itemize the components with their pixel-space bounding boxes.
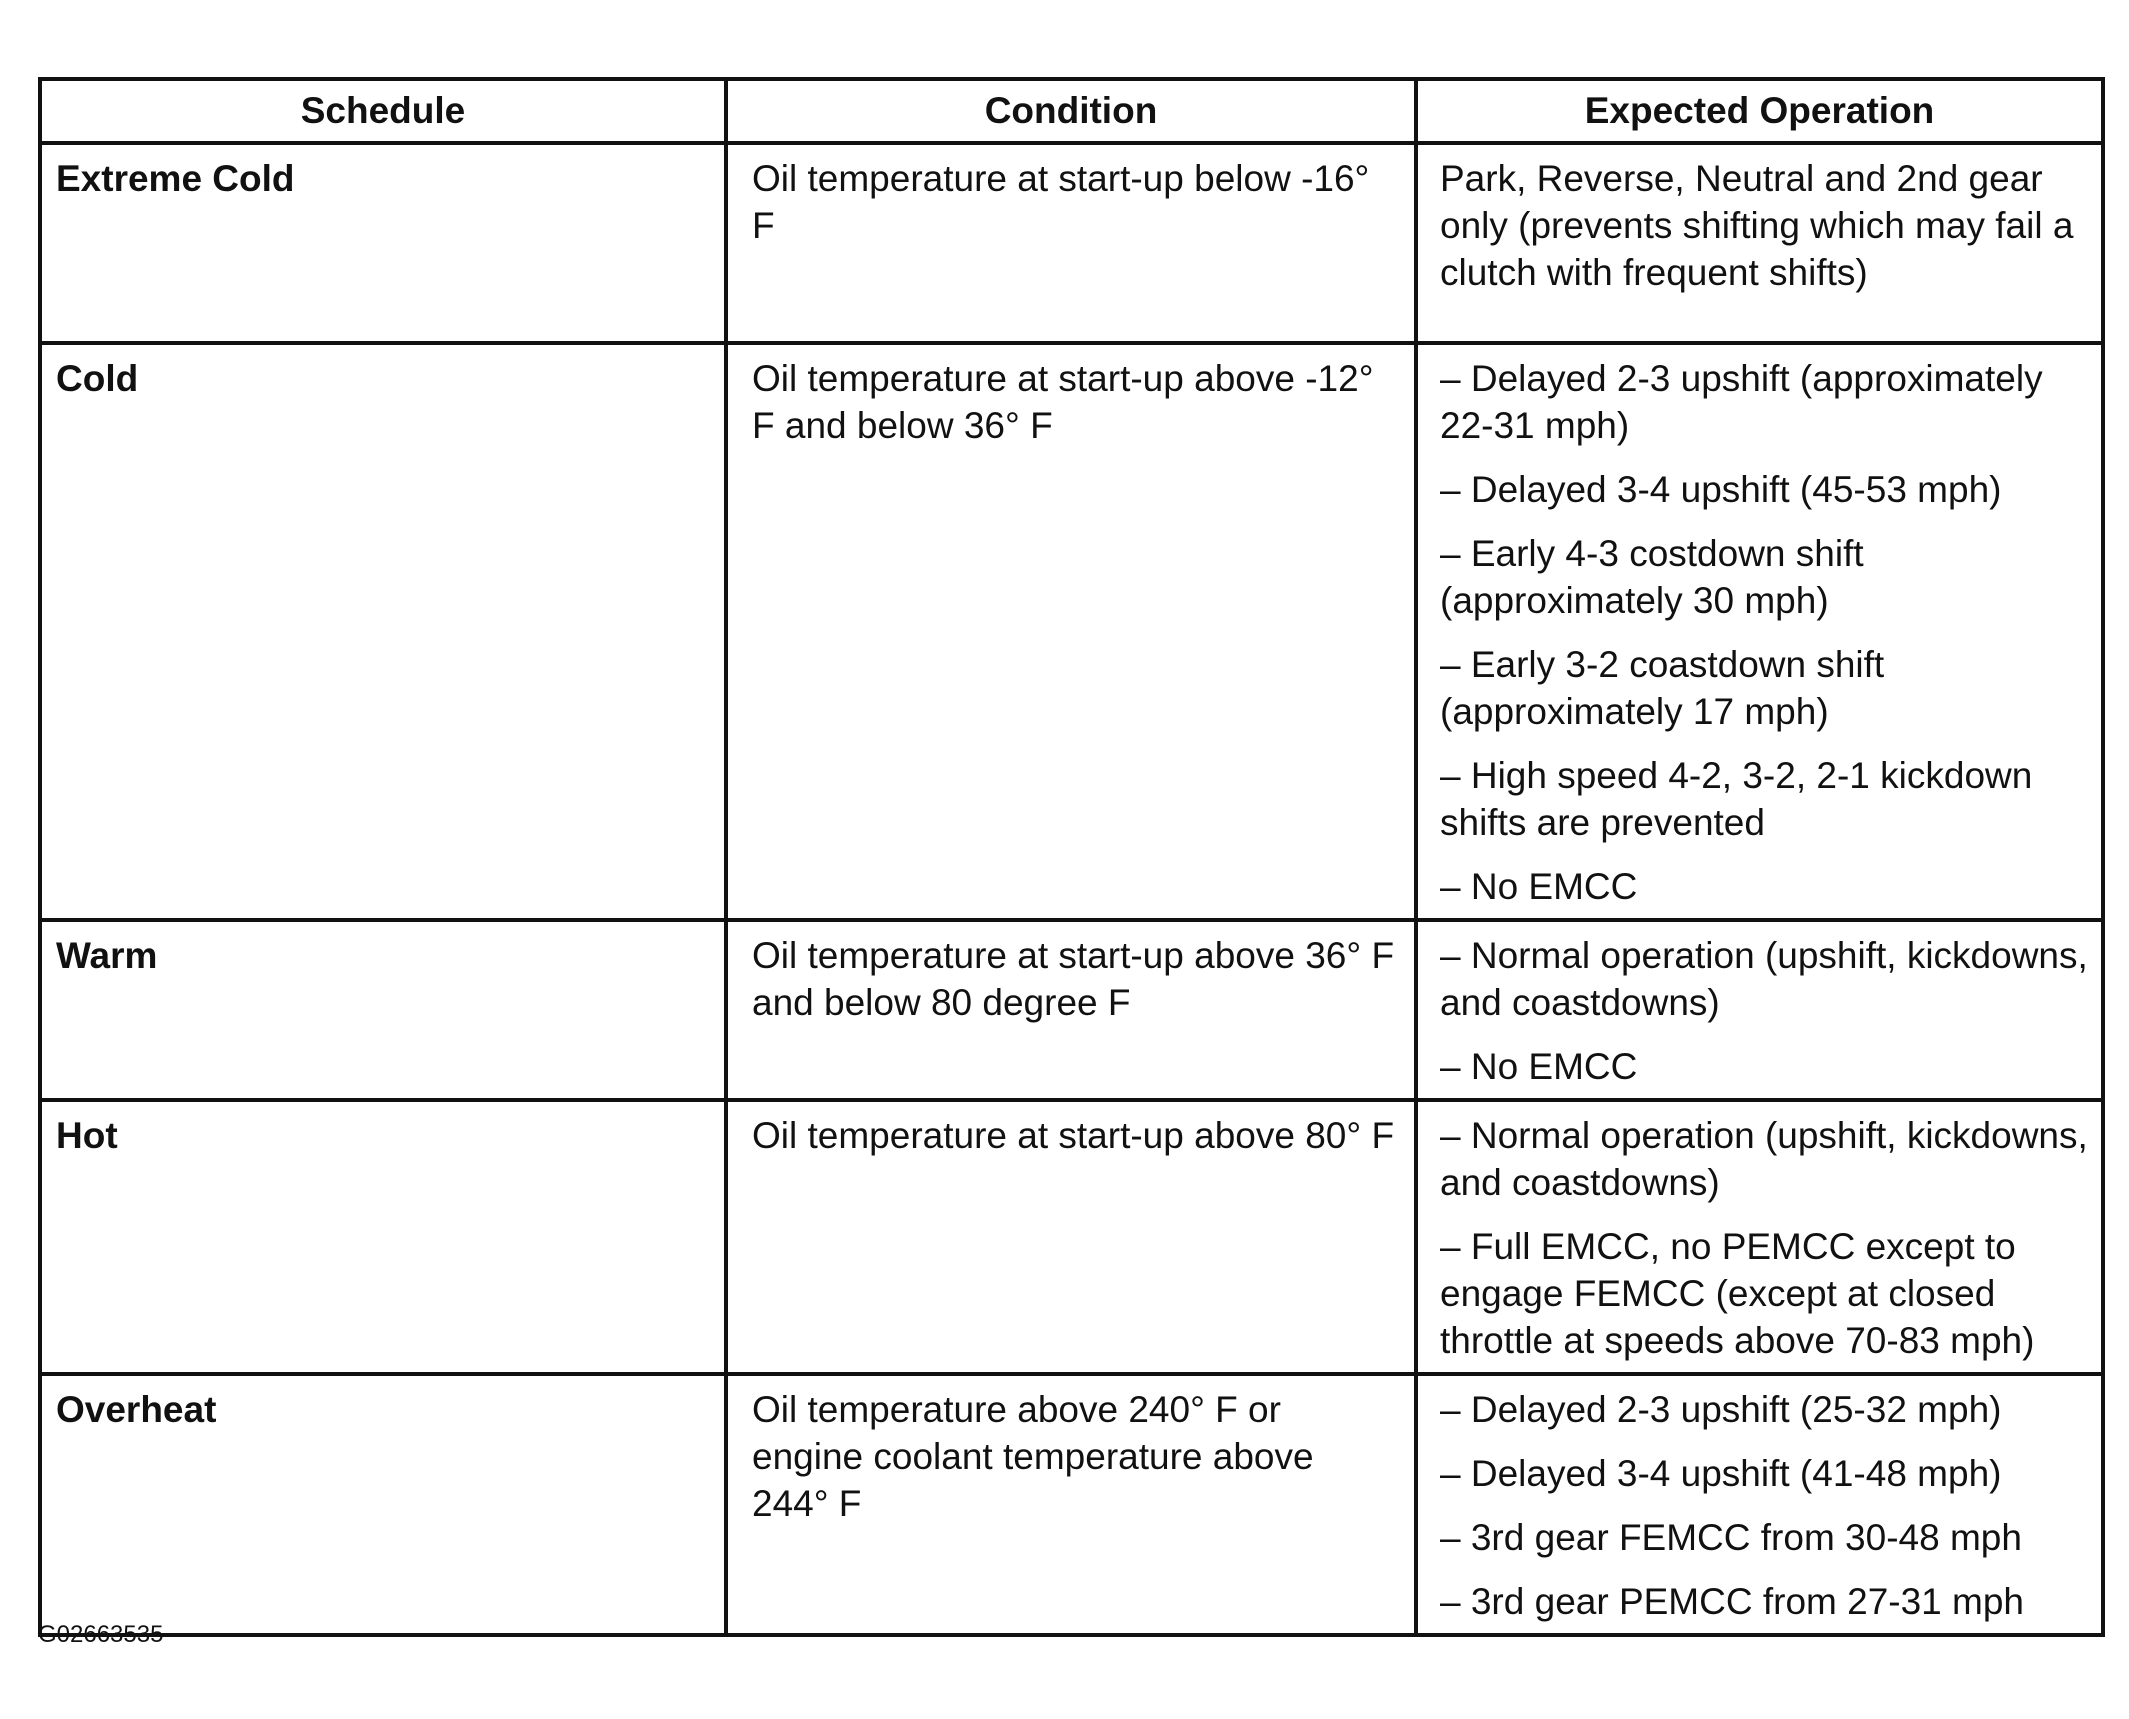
condition-cell: Oil temperature at start-up above 36° F and below 80 degree F: [726, 920, 1416, 1100]
expected-operation-cell: [1416, 143, 2103, 343]
figure-id: G02663535: [38, 1621, 164, 1648]
condition-cell: Oil temperature at start-up above -12° F and below 36° F: [726, 343, 1416, 920]
operation-item: – No EMCC: [1440, 866, 1638, 907]
header-expected-operation: Expected Operation: [1416, 79, 2103, 143]
header-schedule: Schedule: [40, 79, 726, 143]
operation-item: – Delayed 2-3 upshift (approximately 22-31 mph): [1440, 358, 2043, 446]
expected-operation-cell: [1416, 1100, 2103, 1374]
table-row: [40, 920, 2103, 1100]
schedule-cell: Cold: [40, 343, 726, 920]
schedule-cell: Overheat: [40, 1374, 726, 1635]
operation-item: – No EMCC: [1440, 1046, 1638, 1087]
header-row: [40, 79, 2103, 143]
operation-item: – Normal operation (upshift, kickdowns, and coastdowns): [1440, 935, 2088, 1023]
header-condition: Condition: [726, 79, 1416, 143]
operation-item: – Delayed 3-4 upshift (41-48 mph): [1440, 1453, 2002, 1494]
table-row: [40, 143, 2103, 343]
condition-cell: Oil temperature above 240° F or engine coolant temperature above 244° F: [726, 1374, 1416, 1635]
schedule-table: [38, 77, 2105, 1637]
operation-item: – Delayed 3-4 upshift (45-53 mph): [1440, 469, 2002, 510]
expected-operation-cell: [1416, 1374, 2103, 1635]
expected-operation-cell: [1416, 920, 2103, 1100]
schedule-cell: Hot: [40, 1100, 726, 1374]
operation-item: – Early 3-2 coastdown shift (approximately 17 mph): [1440, 644, 1885, 732]
expected-operation-cell: [1416, 343, 2103, 920]
operation-item: – 3rd gear FEMCC from 30-48 mph: [1440, 1517, 2022, 1558]
operation-item: – Delayed 2-3 upshift (25-32 mph): [1440, 1389, 2002, 1430]
operation-item: – High speed 4-2, 3-2, 2-1 kickdown shifts are prevented: [1440, 755, 2033, 843]
operation-item: Park, Reverse, Neutral and 2nd gear only (prevents shifting which may fail a clutch with frequent shifts): [1440, 158, 2074, 293]
condition-cell: Oil temperature at start-up below -16° F: [726, 143, 1416, 343]
operation-item: – Full EMCC, no PEMCC except to engage FEMCC (except at closed throttle at speeds above 70-83 mph): [1440, 1226, 2035, 1361]
condition-cell: Oil temperature at start-up above 80° F: [726, 1100, 1416, 1374]
operation-item: – 3rd gear PEMCC from 27-31 mph: [1440, 1581, 2025, 1622]
operation-item: – Normal operation (upshift, kickdowns, and coastdowns): [1440, 1115, 2088, 1203]
schedule-cell: Warm: [40, 920, 726, 1100]
table-row: [40, 343, 2103, 920]
table-row: [40, 1374, 2103, 1635]
operation-item: – Early 4-3 costdown shift (approximately 30 mph): [1440, 533, 1864, 621]
schedule-cell: Extreme Cold: [40, 143, 726, 343]
table-row: [40, 1100, 2103, 1374]
